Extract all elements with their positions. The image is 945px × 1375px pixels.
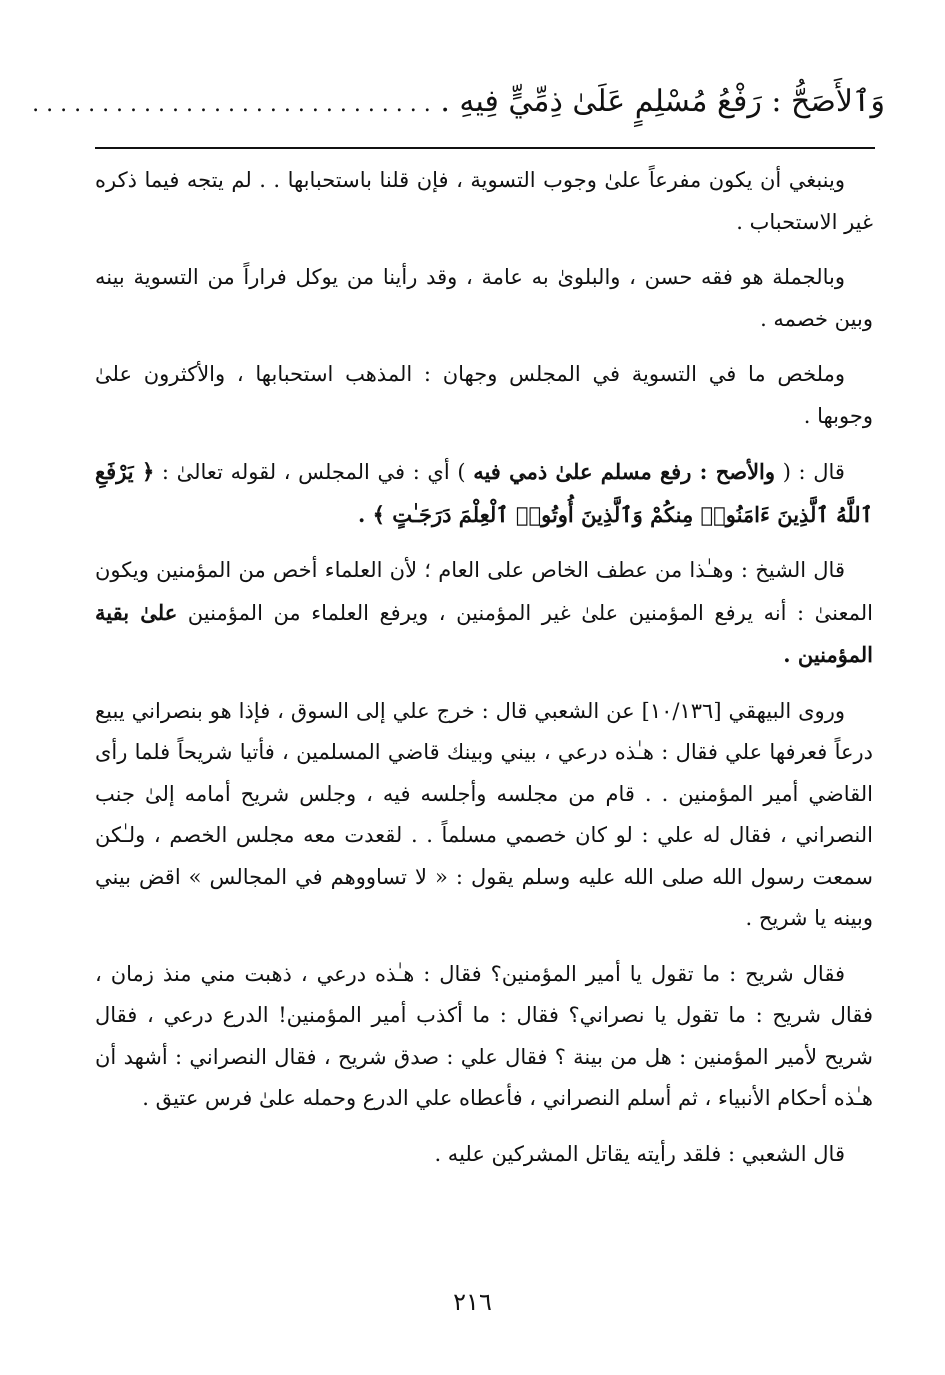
header-dot-leader: . . . . . . . . . . . . . . . . . . . . . . . . . . . . . — [32, 92, 431, 117]
matn-prefix: قال : ( — [782, 460, 845, 484]
matn-paragraph — [95, 451, 873, 536]
header-rule — [95, 147, 875, 149]
matn-suffix: ) أي : في المجلس ، لقوله تعالىٰ : — [161, 460, 466, 484]
header-title: وَٱلأَصَحُّ : رَفْعُ مُسْلِمٍ عَلَىٰ ذِمِّيٍّ فِيهِ . — [440, 84, 885, 119]
matn-bold-text: والأصح : رفع مسلم علىٰ ذمي فيه — [473, 459, 776, 484]
paragraph: وبالجملة هو فقه حسن ، والبلوىٰ به عامة ، وقد رأينا من يوكل فراراً من التسوية بينه وبين خصمه . — [95, 265, 873, 331]
shaykh-text: قال الشيخ : وهـٰذا من عطف الخاص على العام ؛ لأن العلماء أخص من المؤمنين ويكون المعنىٰ : أنه يرفع المؤمنين علىٰ غير المؤمنين ، ويرفع العلماء من المؤمنين — [95, 558, 874, 625]
page-number: ٢١٦ — [453, 1288, 492, 1316]
paragraph: قال الشعبي : فلقد رأيته يقاتل المشركين عليه . — [434, 1141, 845, 1166]
paragraph: وروى البيهقي [١٠/١٣٦] عن الشعبي قال : خرج علي إلى السوق ، فإذا هو بنصراني يبيع درعاً فعرفها علي فقال : هـٰذه درعي ، بيني وبينك قاضي المسلمين ، فأتيا شريحاً فلما رأى القاضي أمير المؤمنين . . قام من مجلسه وأجلسه فيه ، وجلس شريح أمامه إلىٰ جنب النصراني ، فقال له علي : لو كان خصمي مسلماً . . لقعدت معه مجلس الخصم ، ولـٰكن سمعت رسول الله صلى الله عليه وسلم يقول : « لا تساووهم في المجالس » اقض بيني وبينه يا شريح . — [95, 698, 873, 930]
paragraph: وينبغي أن يكون مفرعاً علىٰ وجوب التسوية ، فإن قلنا باستحبابها . . لم يتجه فيما ذكره غير الاستحباب . — [95, 168, 873, 234]
running-header — [32, 72, 885, 132]
shaykh-paragraph — [95, 550, 873, 677]
quran-verse: ﴿ يَرْفَعِ ٱللَّهُ ٱلَّذِينَ ءَامَنُوا۟ مِنكُمْ وَٱلَّذِينَ أُوتُوا۟ ٱلْعِلْمَ دَرَجَـٰتٍ ﴾ . — [95, 459, 873, 527]
paragraph: فقال شريح : ما تقول يا أمير المؤمنين؟ فقال : هـٰذه درعي ، ذهبت مني منذ زمان ، فقال شريح : ما تقول يا نصراني؟ فقال : ما أكذب أمير المؤمنين! الدرع درعي ، فقال شريح لأمير المؤمنين : هل من بينة ؟ فقال علي : صدق شريح ، فقال النصراني : أشهد أن هـٰذه أحكام الأنبياء ، ثم أسلم النصراني ، فأعطاه علي الدرع وحمله علىٰ فرس عتيق . — [95, 961, 873, 1110]
shaykh-bold-end: علىٰ بقية المؤمنين . — [95, 599, 873, 667]
paragraph: وملخص ما في التسوية في المجلس وجهان : المذهب استحبابها ، والأكثرون علىٰ وجوبها . — [95, 362, 873, 428]
page-body — [95, 160, 873, 1189]
